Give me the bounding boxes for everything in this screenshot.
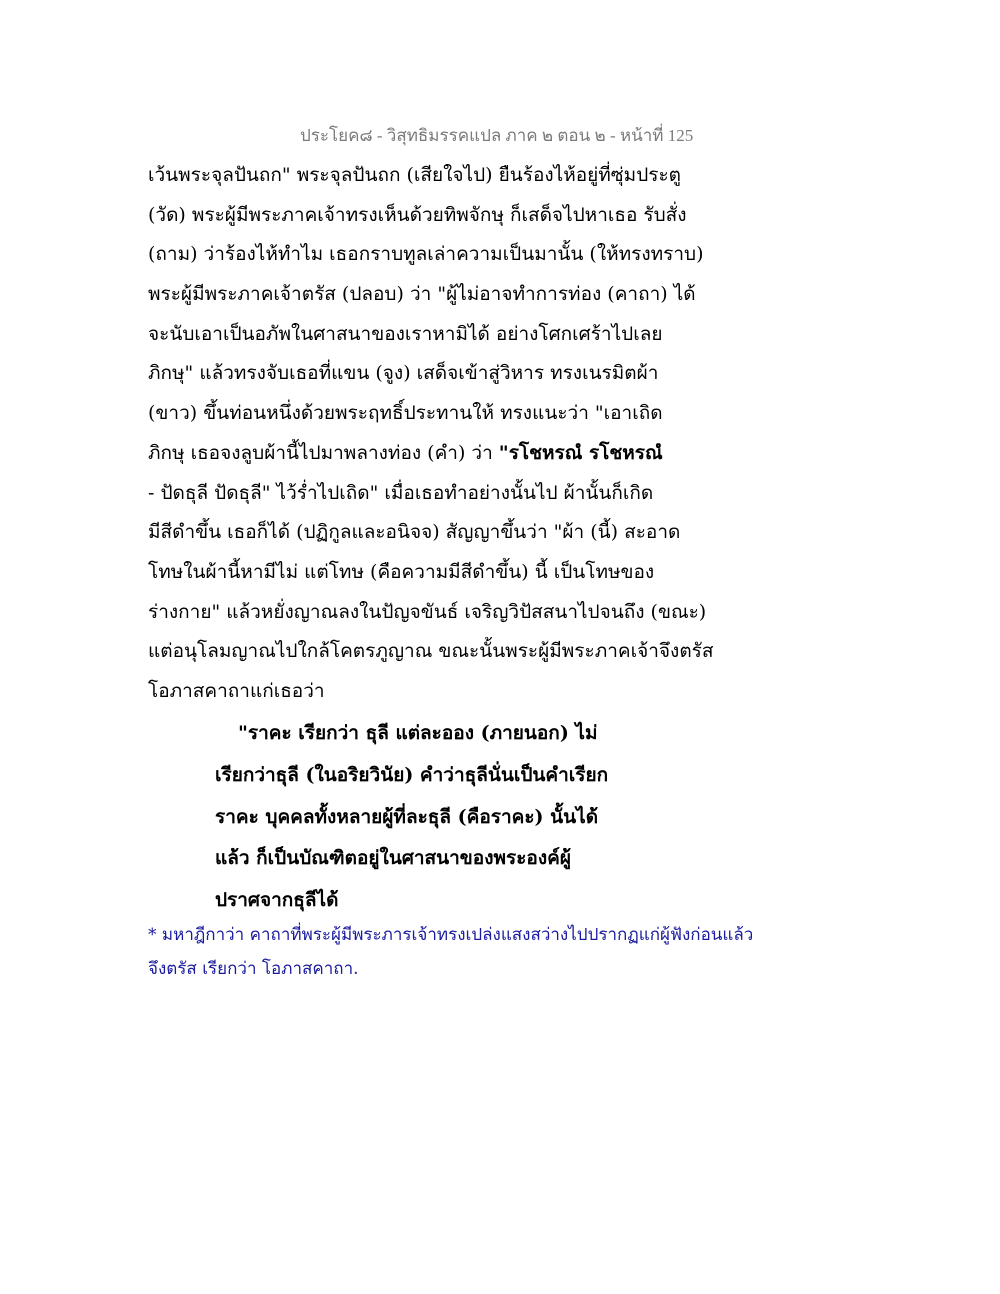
bold-mantra: "รโชหรณํ รโชหรณํ bbox=[498, 441, 663, 464]
text-span: ภิกษุ" แล้วทรงจับเธอที่แขน (จูง) เสด็จเข้าสู่วิหาร ทรงเนรมิตผ้า bbox=[148, 362, 659, 385]
text-span: (วัด) พระผู้มีพระภาคเจ้าทรงเห็นด้วยทิพจักษุ ก็เสด็จไปหาเธอ รับสั่ง bbox=[148, 203, 687, 226]
text-span: มีสีดำขึ้น เธอก็ได้ (ปฏิกูลและอนิจจ) สัญญาขึ้นว่า "ผ้า (นี้) สะอาด bbox=[148, 521, 681, 544]
footnote bbox=[148, 918, 788, 986]
text-span: ร่างกาย" แล้วหยั่งญาณลงในปัญจขันธ์ เจริญวิปัสสนาไปจนถึง (ขณะ) bbox=[148, 600, 707, 623]
text-line bbox=[148, 196, 718, 236]
text-line bbox=[148, 672, 718, 712]
verse-line: ปราศจากธุลีได้ bbox=[215, 889, 339, 912]
text-span: พระผู้มีพระภาคเจ้าตรัส (ปลอบ) ว่า "ผู้ไม่อาจทำการท่อง (คาถา) ได้ bbox=[148, 283, 696, 306]
text-span: (ถาม) ว่าร้องไห้ทำไม เธอกราบทูลเล่าความเป็นมานั้น (ให้ทรงทราบ) bbox=[148, 243, 704, 266]
text-line bbox=[148, 593, 718, 633]
text-line bbox=[148, 275, 718, 315]
text-span: จะนับเอาเป็นอภัพในศาสนาของเราหามิได้ อย่างโศกเศร้าไปเลย bbox=[148, 322, 663, 345]
verse-line: แล้ว ก็เป็นบัณฑิตอยู่ในศาสนาของพระองค์ผู้ bbox=[215, 847, 571, 870]
verse-line: ราคะ บุคคลทั้งหลายผู้ที่ละธุลี (คือราคะ) นั้นได้ bbox=[215, 805, 599, 828]
page-header: ประโยค๘ - วิสุทธิมรรคแปล ภาค ๒ ตอน ๒ - หน้าที่ 125 bbox=[300, 126, 694, 145]
text-line bbox=[148, 354, 718, 394]
footnote-line: จึงตรัส เรียกว่า โอภาสคาถา. bbox=[148, 959, 359, 979]
text-line bbox=[148, 434, 718, 474]
footnote-line: * มหาฎีกาว่า คาถาที่พระผู้มีพระภารเจ้าทรงเปล่งแสงสว่างไปปรากฏแก่ผู้ฟังก่อนแล้ว bbox=[148, 925, 754, 945]
text-span: (ขาว) ขึ้นท่อนหนึ่งด้วยพระฤทธิ์ประทานให้ ทรงแนะว่า "เอาเถิด bbox=[148, 402, 663, 425]
text-line bbox=[148, 474, 718, 514]
text-span: เว้นพระจุลปันถก" พระจุลปันถก (เสียใจไป) ยืนร้องไห้อยู่ที่ซุ่มประตู bbox=[148, 164, 682, 186]
text-span: ภิกษุ เธอจงลูบผ้านี้ไปมาพลางท่อง (คำ) ว่า bbox=[148, 441, 499, 464]
text-span: แต่อนุโลมญาณไปใกล้โคตรภูญาณ ขณะนั้นพระผู้มีพระภาคเจ้าจึงตรัส bbox=[148, 640, 714, 663]
verse-block bbox=[148, 713, 718, 922]
verse-line: "ราคะ เรียกว่า ธุลี แต่ละออง (ภายนอก) ไม่ bbox=[238, 722, 598, 744]
text-line bbox=[148, 156, 718, 196]
text-span: โอภาสคาถาแก่เธอว่า bbox=[148, 679, 325, 702]
text-line bbox=[148, 553, 718, 593]
verse-line: เรียกว่าธุลี (ในอริยวินัย) คำว่าธุลีนั่นเป็นคำเรียก bbox=[215, 763, 609, 786]
text-line bbox=[148, 632, 718, 672]
text-line bbox=[148, 315, 718, 355]
text-span: โทษในผ้านี้หามีไม่ แต่โทษ (คือความมีสีดำขึ้น) นี้ เป็นโทษของ bbox=[148, 560, 655, 583]
text-line bbox=[148, 235, 718, 275]
text-line bbox=[148, 394, 718, 434]
body-paragraph bbox=[148, 156, 718, 712]
text-span: - ปัดธุลี ปัดธุลี" ไว้ร่ำไปเถิด" เมื่อเธอทำอย่างนั้นไป ผ้านั้นก็เกิด bbox=[148, 481, 654, 504]
text-line bbox=[148, 513, 718, 553]
